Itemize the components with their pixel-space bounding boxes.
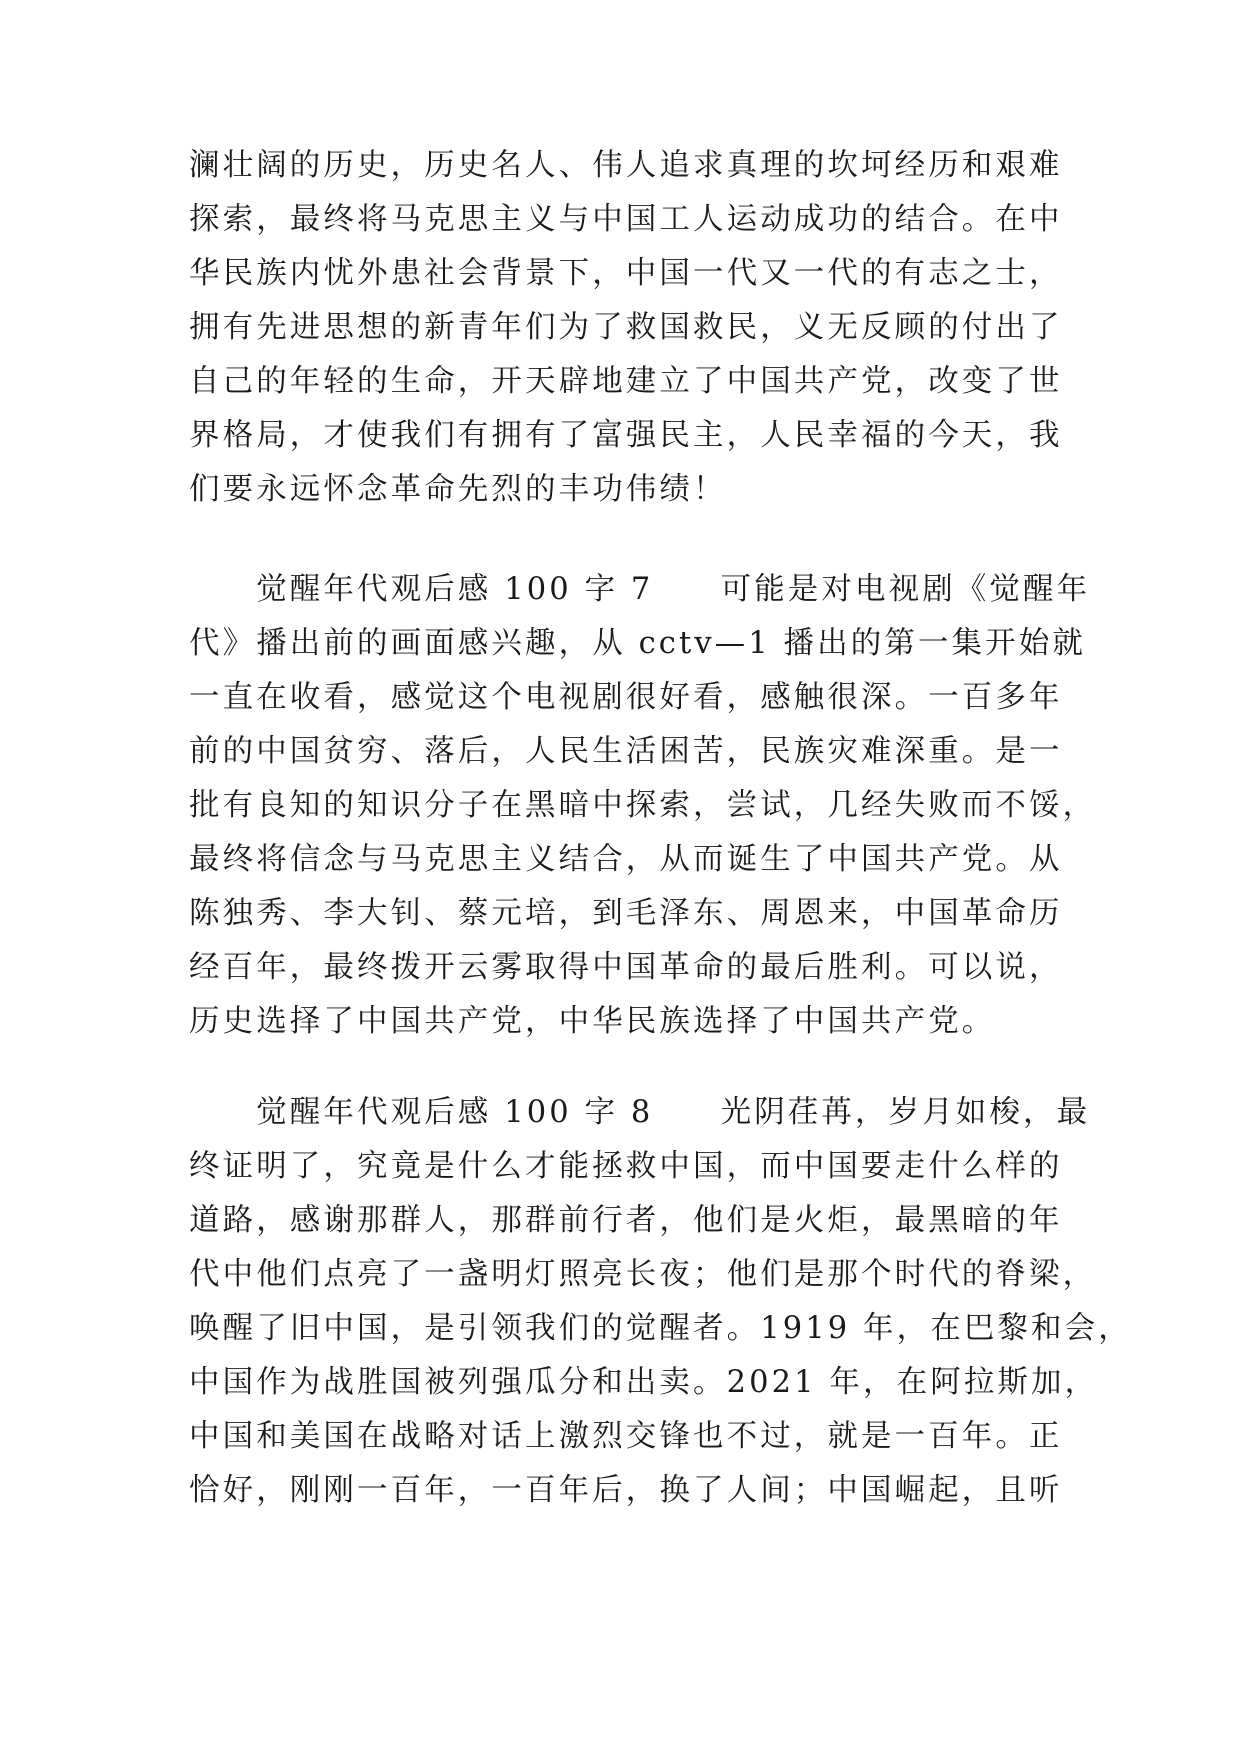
- text-line: 前的中国贫穷、落后，人民生活困苦，民族灾难深重。是一: [189, 734, 1063, 769]
- section-heading-line: 觉醒年代观后感 100 字 8 光阴荏苒，岁月如梭，最: [189, 1095, 1091, 1130]
- text-line: 终证明了，究竟是什么才能拯救中国，而中国要走什么样的: [189, 1149, 1063, 1184]
- text-line: 代中他们点亮了一盏明灯照亮长夜；他们是那个时代的脊梁，: [189, 1257, 1097, 1292]
- text-line: 中国作为战胜国被列强瓜分和出卖。2021 年，在阿拉斯加，: [189, 1365, 1099, 1400]
- text-line: 经百年，最终拨开云雾取得中国革命的最后胜利。可以说，: [189, 950, 1063, 985]
- text-line: 历史选择了中国共产党，中华民族选择了中国共产党。: [189, 1004, 996, 1039]
- text-line: 批有良知的知识分子在黑暗中探索，尝试，几经失败而不馁，: [189, 788, 1097, 823]
- text-line: 探索，最终将马克思主义与中国工人运动成功的结合。在中: [189, 202, 1063, 237]
- text-line: 一直在收看，感觉这个电视剧很好看，感触很深。一百多年: [189, 680, 1063, 715]
- text-line: 陈独秀、李大钊、蔡元培，到毛泽东、周恩来，中国革命历: [189, 896, 1063, 931]
- text-line: 道路，感谢那群人，那群前行者，他们是火炬，最黑暗的年: [189, 1203, 1063, 1238]
- text-line: 最终将信念与马克思主义结合，从而诞生了中国共产党。从: [189, 842, 1063, 877]
- text-line: 澜壮阔的历史，历史名人、伟人追求真理的坎坷经历和艰难: [189, 148, 1063, 183]
- text-line: 唤醒了旧中国，是引领我们的觉醒者。1919 年，在巴黎和会，: [189, 1311, 1132, 1346]
- section-heading-line: 觉醒年代观后感 100 字 7 可能是对电视剧《觉醒年: [189, 572, 1091, 607]
- text-line: 恰好，刚刚一百年，一百年后，换了人间；中国崛起，且听: [189, 1473, 1063, 1508]
- text-line: 代》播出前的画面感兴趣，从 cctv—1 播出的第一集开始就: [189, 626, 1086, 661]
- text-line: 界格局，才使我们有拥有了富强民主，人民幸福的今天，我: [189, 418, 1063, 453]
- text-line: 拥有先进思想的新青年们为了救国救民，义无反顾的付出了: [189, 310, 1063, 345]
- text-line: 中国和美国在战略对话上激烈交锋也不过，就是一百年。正: [189, 1419, 1063, 1454]
- text-line: 们要永远怀念革命先烈的丰功伟绩！: [189, 472, 727, 507]
- text-line: 华民族内忧外患社会背景下，中国一代又一代的有志之士，: [189, 256, 1063, 291]
- text-line: 自己的年轻的生命，开天辟地建立了中国共产党，改变了世: [189, 364, 1063, 399]
